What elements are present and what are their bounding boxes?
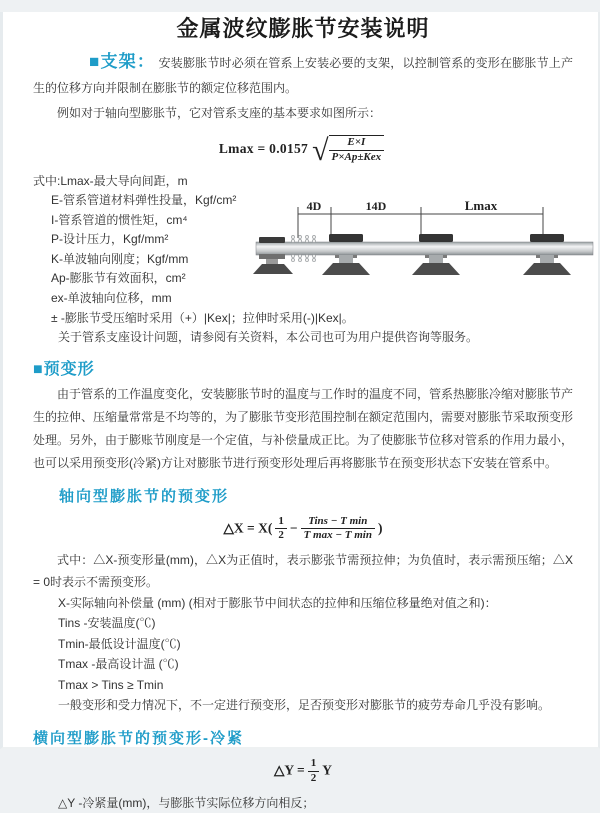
axial-formula-rhs: ): [377, 519, 383, 535]
axial-item: Tmax > Tins ≥ Tmin: [58, 677, 164, 692]
definition-item: P-设计压力，Kgf/mm²: [51, 232, 169, 247]
definition-item: E-管系管道材料弹性投量，Kgf/cm²: [51, 193, 237, 208]
axial-formula: [33, 515, 573, 544]
fraction-denominator: 2: [310, 772, 317, 785]
fraction-numerator: 1: [308, 757, 320, 772]
axial-formula-minus: −: [289, 519, 298, 535]
lateral-formula-lhs: △Y =: [274, 762, 305, 778]
fraction-numerator: Tins − T min: [301, 515, 375, 530]
section-heading-support: ■支架：: [89, 52, 156, 71]
support-example-text: 例如对于轴向型膨胀节，它对管系支座的基本要求如图所示：: [57, 106, 382, 120]
support-intro-text: 安装膨胀节时必须在管系上安装必要的支架，以控制管系的变形在膨胀节上产生的位移方向并限制在膨胀节的额定位移范围内。: [33, 56, 573, 95]
lateral-formula: [33, 757, 573, 786]
support-intro-paragraph: [33, 49, 573, 101]
subsection-heading-lateral: 横向型膨胀节的预变形-冷紧: [33, 730, 244, 748]
lmax-formula-denominator: P×Ap±Kex: [331, 150, 382, 163]
definition-item: Ap-膨胀节有效面积，cm²: [51, 271, 186, 286]
subsection-heading-axial: 轴向型膨胀节的预变形: [59, 487, 230, 505]
fraction-denominator: T max − T min: [303, 529, 372, 542]
document-page: [0, 12, 600, 810]
section-heading-predeform: ■预变形: [33, 360, 95, 378]
dimension-label-4d: 4D: [306, 198, 322, 213]
lmax-formula: Lmax = 0.0157 √ $\frac{E\times I}{\text{P×Ap±Kex}}$: [33, 135, 573, 165]
axial-formula-lhs: △X = X(: [223, 519, 273, 535]
definition-item: I-管系管道的惯性矩，cm⁴: [51, 212, 188, 227]
lmax-formula-lhs: Lmax = 0.0157: [218, 140, 309, 156]
definition-item: K-单波轴向刚度；Kgf/mm: [51, 251, 189, 266]
lmax-formula-fraction: [329, 135, 385, 165]
axial-item: Tins -安装温度(℃): [58, 616, 156, 631]
lateral-formula-fraction: [308, 757, 320, 786]
pipe: [256, 242, 593, 255]
definition-item: ex-单波轴向位移，mm: [51, 291, 172, 306]
dimension-label-lmax: Lmax: [464, 197, 498, 213]
page-title: 金属波纹膨胀节安装说明: [176, 16, 430, 41]
fraction-denominator: 2: [278, 529, 284, 542]
dimension-label-14d: 14D: [365, 198, 387, 213]
axial-item: Tmax -最高设计温 (℃): [58, 657, 179, 672]
axial-explain: 式中：△X-预变形量(mm)，△X为正值时，表示膨张节需预拉伸；为负值时，表示需预压缩；△X = 0时表示不需预变形。: [33, 553, 573, 589]
axial-formula-half-fraction: [275, 515, 287, 544]
fraction-numerator: 1: [275, 515, 287, 530]
lmax-formula-numerator: E×I: [329, 136, 385, 151]
axial-item: Tmin-最低设计温度(℃): [58, 636, 181, 651]
definitions-and-diagram: [33, 172, 573, 344]
definition-item: ± -膨胀节受压缩时采用（+）|Kex|；拉伸时采用(-)|Kex|。: [51, 310, 354, 325]
lateral-note: △Y -冷紧量(mm)，与膨胀节实际位移方向相反；: [58, 795, 315, 810]
axial-formula-temp-fraction: [301, 515, 375, 544]
pipe-support-diagram: [251, 198, 598, 294]
formula-where-line: 式中:Lmax-最大导向间距，m: [33, 173, 188, 188]
support-note: 关于管系支座设计问题，请参阅有关资料，本公司也可为用户提供咨询等服务。: [58, 330, 479, 345]
axial-item: X-实际轴向补偿量 (mm) (相对于膨胀节中间状态的拉伸和压缩位移量绝对值之和)：: [58, 596, 497, 610]
lateral-formula-rhs: Y: [322, 762, 332, 778]
predeform-body: 由于管系的工作温度变化，安装膨胀节时的温度与工作时的温度不同，管系热膨胀冷缩对膨胀节产生的拉伸、压缩量常常是不均等的，为了膨胀节变形范围控制在额定范围内，需要对膨胀节采取预变形处理。另外，由于膨账节刚度是一个定值，与补偿量成正比。为了使膨胀节位移对管系的作用力最小，也可以采用预变形(冷紧)方让对膨胀节进行预变形处理后再将膨胀节在预变形状态下安装在管系中。: [33, 386, 574, 470]
axial-item: 一般变形和受力情况下，不一定进行预变形，足否预变形对膨胀节的疲劳寿命几乎没有影响。: [58, 698, 551, 713]
